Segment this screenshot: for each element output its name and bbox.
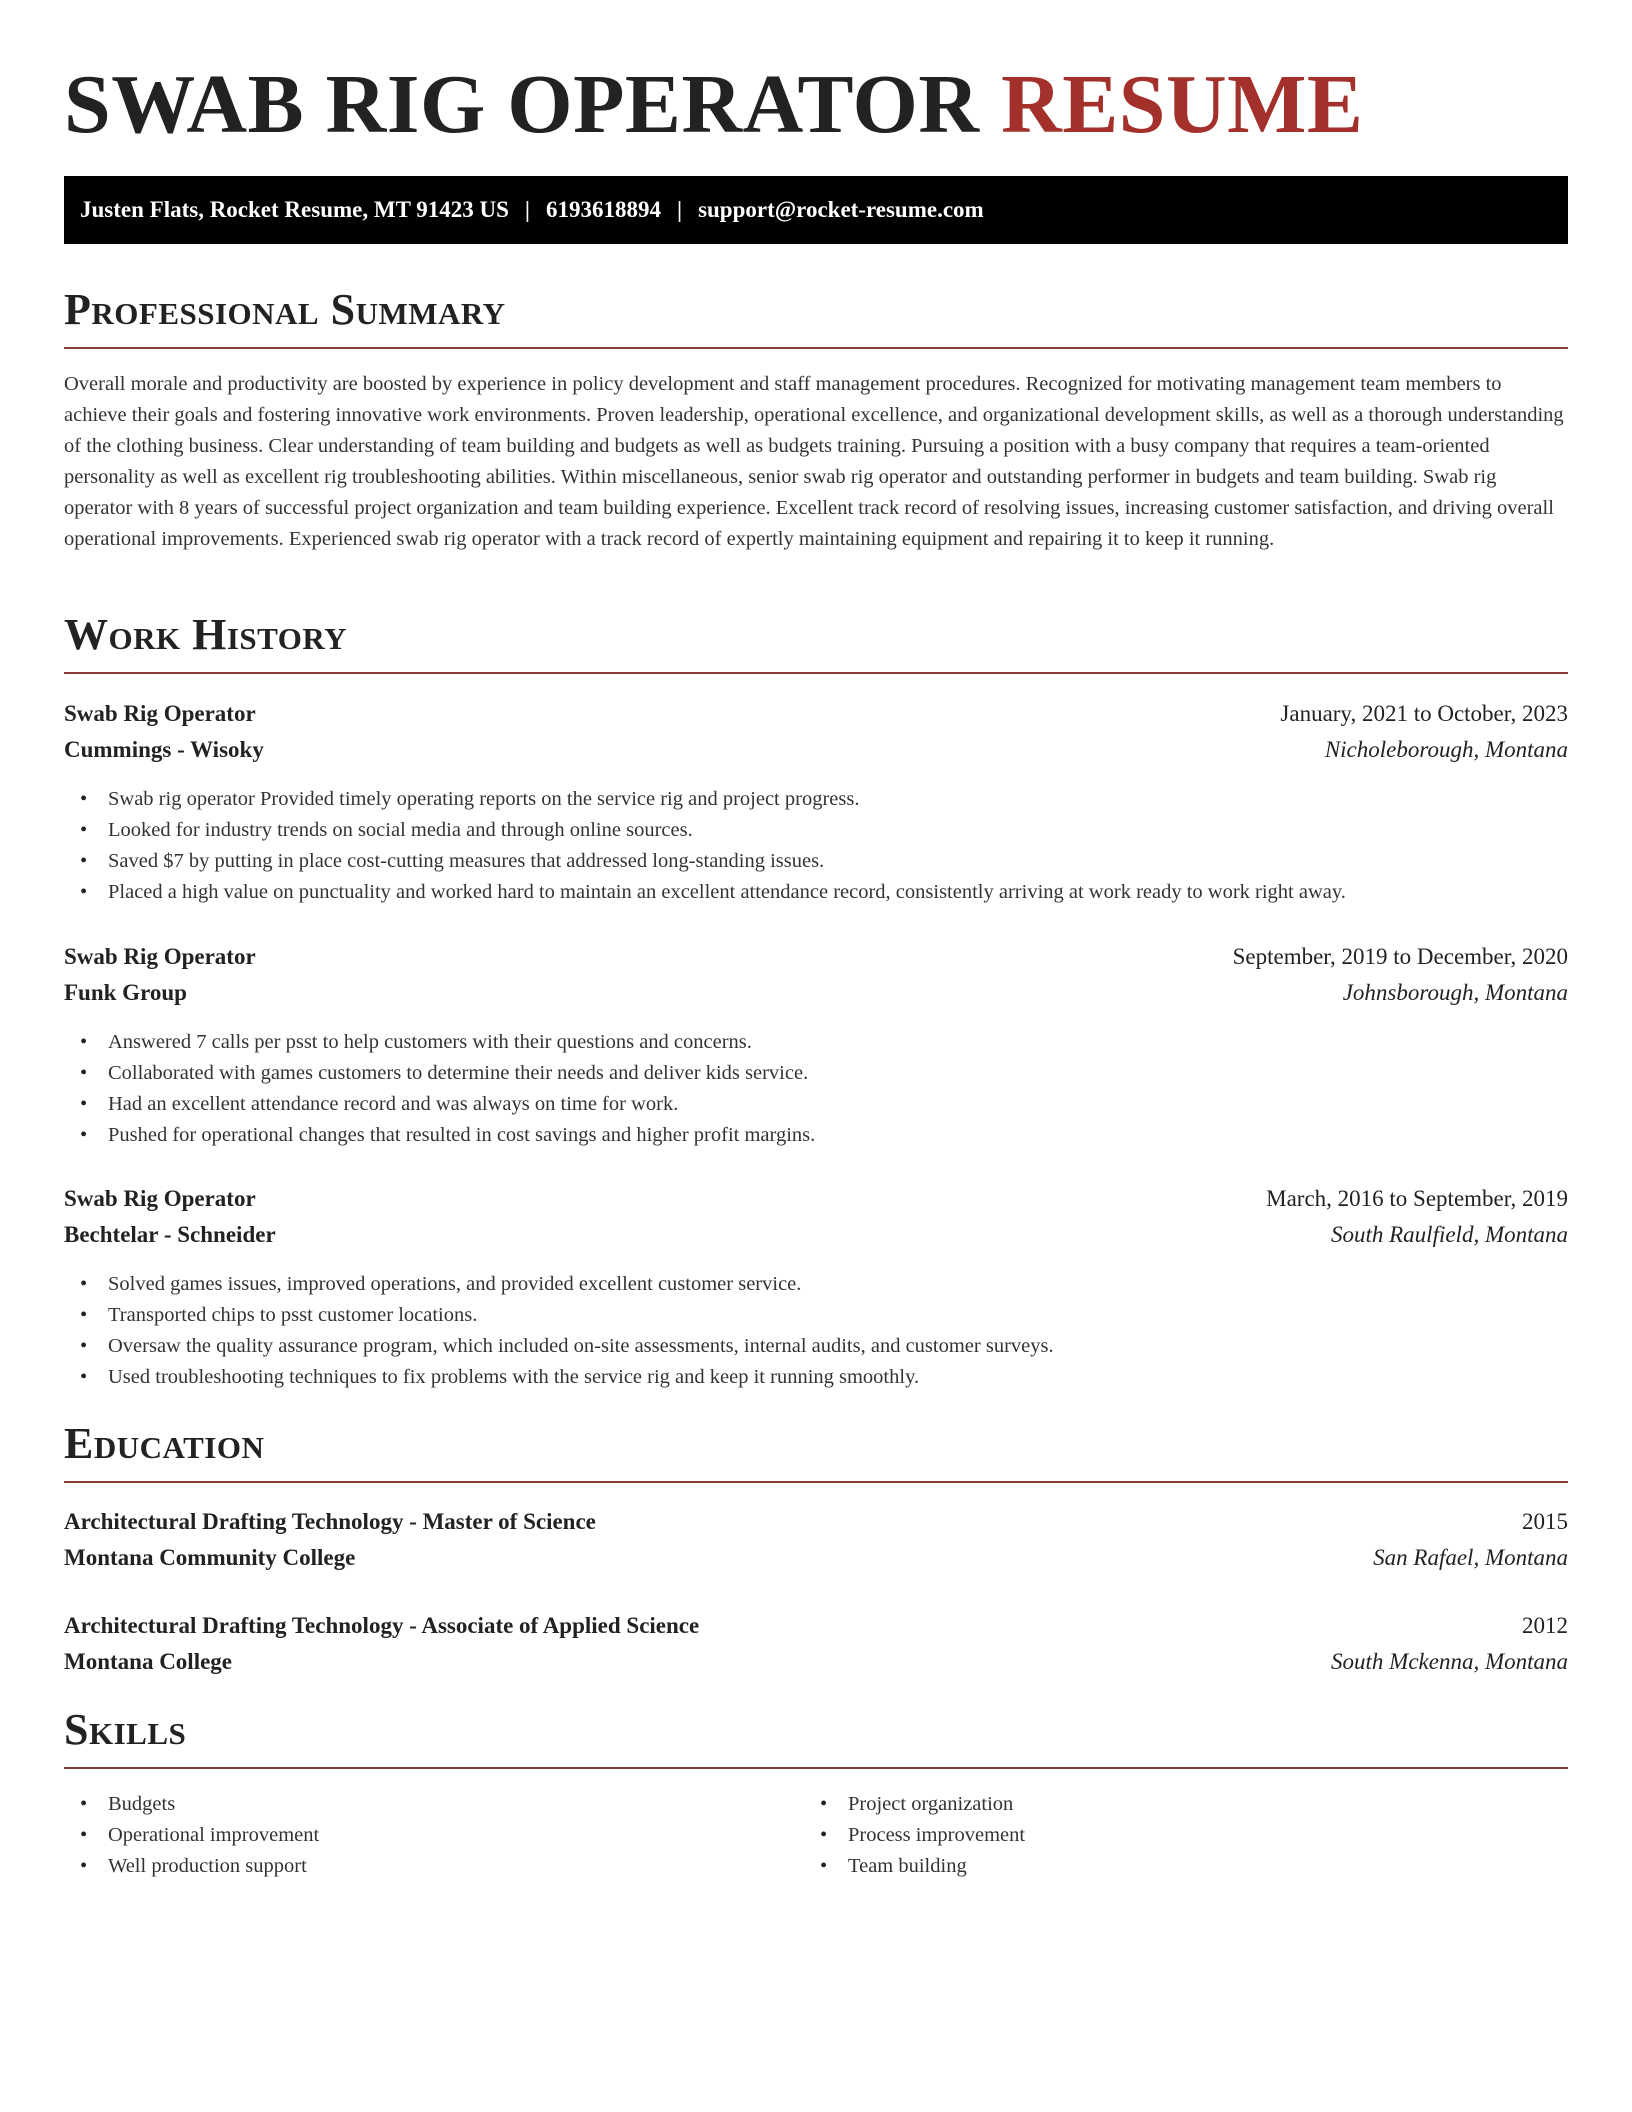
education-heading: Education	[64, 1419, 265, 1468]
job-title: Swab Rig Operator	[64, 701, 256, 726]
job-bullet: • Oversaw the quality assurance program, which included on-site assessments, internal audits, and customer surveys.	[64, 1331, 1568, 1362]
job-bullet: • Solved games issues, improved operations, and provided excellent customer service.	[64, 1269, 1568, 1300]
skills-list	[64, 1789, 1568, 1882]
section-divider	[64, 347, 1568, 349]
skills-column-right	[804, 1789, 1544, 1882]
job-dates: March, 2016 to September, 2019	[1266, 1186, 1568, 1211]
summary-heading: Professional Summary	[64, 285, 506, 334]
resume-title	[64, 50, 1363, 160]
job-title: Swab Rig Operator	[64, 944, 256, 969]
job-bullets	[64, 1027, 1568, 1151]
job-company: Funk Group	[64, 980, 187, 1005]
skill-item: • Project organization	[804, 1789, 1544, 1820]
education-year: 2012	[1522, 1613, 1568, 1638]
skill-item: • Process improvement	[804, 1820, 1544, 1851]
job-location: Nicholeborough, Montana	[1324, 737, 1568, 762]
education-entry	[64, 1608, 1568, 1680]
job-company: Bechtelar - Schneider	[64, 1222, 276, 1247]
contact-separator: |	[524, 197, 530, 222]
skill-item: • Budgets	[64, 1789, 804, 1820]
section-divider	[64, 672, 1568, 674]
job-dates: September, 2019 to December, 2020	[1232, 944, 1568, 969]
section-divider	[64, 1481, 1568, 1483]
summary-text: Overall morale and productivity are boosted by experience in policy development and staff management procedures. Recognized for motivating management team members to achieve their goals and fostering innovative work environments. Proven leadership, operational excellence, and organizational development skills, as well as a thorough understanding of the clothing business. Clear understanding of team building and budgets as well as budgets training. Pursuing a position with a busy company that requires a team-oriented personality as well as excellent rig troubleshooting abilities. Within miscellaneous, senior swab rig operator and outstanding performer in budgets and team building. Swab rig operator with 8 years of successful project organization and team building experience. Excellent track record of resolving issues, increasing customer satisfaction, and driving overall operational improvements. Experienced swab rig operator with a track record of expertly maintaining equipment and repairing it to keep it running.	[64, 373, 1564, 550]
skills-heading: Skills	[64, 1705, 187, 1754]
contact-email: support@rocket-resume.com	[698, 197, 984, 222]
section-divider	[64, 1767, 1568, 1769]
job-bullet: • Answered 7 calls per psst to help customers with their questions and concerns.	[64, 1027, 1568, 1058]
education-school: Montana College	[64, 1649, 233, 1674]
education-school: Montana Community College	[64, 1545, 356, 1570]
job-bullet: • Swab rig operator Provided timely operating reports on the service rig and project progress.	[64, 784, 1568, 815]
job-dates: January, 2021 to October, 2023	[1280, 701, 1568, 726]
education-location: South Mckenna, Montana	[1331, 1649, 1568, 1674]
skills-column-left	[64, 1789, 804, 1882]
education-year: 2015	[1522, 1509, 1568, 1534]
job-bullet: • Looked for industry trends on social media and through online sources.	[64, 815, 1568, 846]
contact-phone: 6193618894	[545, 197, 661, 222]
job-entry	[64, 1181, 1568, 1393]
education-location: San Rafael, Montana	[1373, 1545, 1568, 1570]
job-location: South Raulfield, Montana	[1330, 1222, 1568, 1247]
education-degree: Architectural Drafting Technology - Master of Science	[64, 1509, 596, 1534]
skill-item: • Well production support	[64, 1851, 804, 1882]
title-main: SWAB RIG OPERATOR	[64, 58, 980, 151]
job-entry	[64, 939, 1568, 1151]
skill-item: • Team building	[804, 1851, 1544, 1882]
contact-address: Justen Flats, Rocket Resume, MT 91423 US	[80, 197, 509, 222]
work-history-heading: Work History	[64, 610, 348, 659]
job-bullet: • Used troubleshooting techniques to fix problems with the service rig and keep it running smoothly.	[64, 1362, 1568, 1393]
job-title: Swab Rig Operator	[64, 1186, 256, 1211]
job-entry	[64, 696, 1568, 908]
job-location: Johnsborough, Montana	[1342, 980, 1568, 1005]
education-entry	[64, 1504, 1568, 1576]
skill-item: • Operational improvement	[64, 1820, 804, 1851]
job-company: Cummings - Wisoky	[64, 737, 264, 762]
title-accent: RESUME	[1001, 58, 1364, 151]
job-bullets	[64, 784, 1568, 908]
job-bullet: • Pushed for operational changes that resulted in cost savings and higher profit margins.	[64, 1120, 1568, 1151]
job-bullet: • Placed a high value on punctuality and worked hard to maintain an excellent attendance record, consistently arriving at work ready to work right away.	[64, 877, 1568, 908]
job-bullet: • Transported chips to psst customer locations.	[64, 1300, 1568, 1331]
job-bullets	[64, 1269, 1568, 1393]
job-bullet: • Saved $7 by putting in place cost-cutting measures that addressed long-standing issues.	[64, 846, 1568, 877]
contact-separator: |	[676, 197, 683, 222]
job-bullet: • Had an excellent attendance record and was always on time for work.	[64, 1089, 1568, 1120]
education-degree: Architectural Drafting Technology - Associate of Applied Science	[64, 1613, 700, 1638]
contact-bar	[64, 176, 1568, 244]
job-bullet: • Collaborated with games customers to determine their needs and deliver kids service.	[64, 1058, 1568, 1089]
